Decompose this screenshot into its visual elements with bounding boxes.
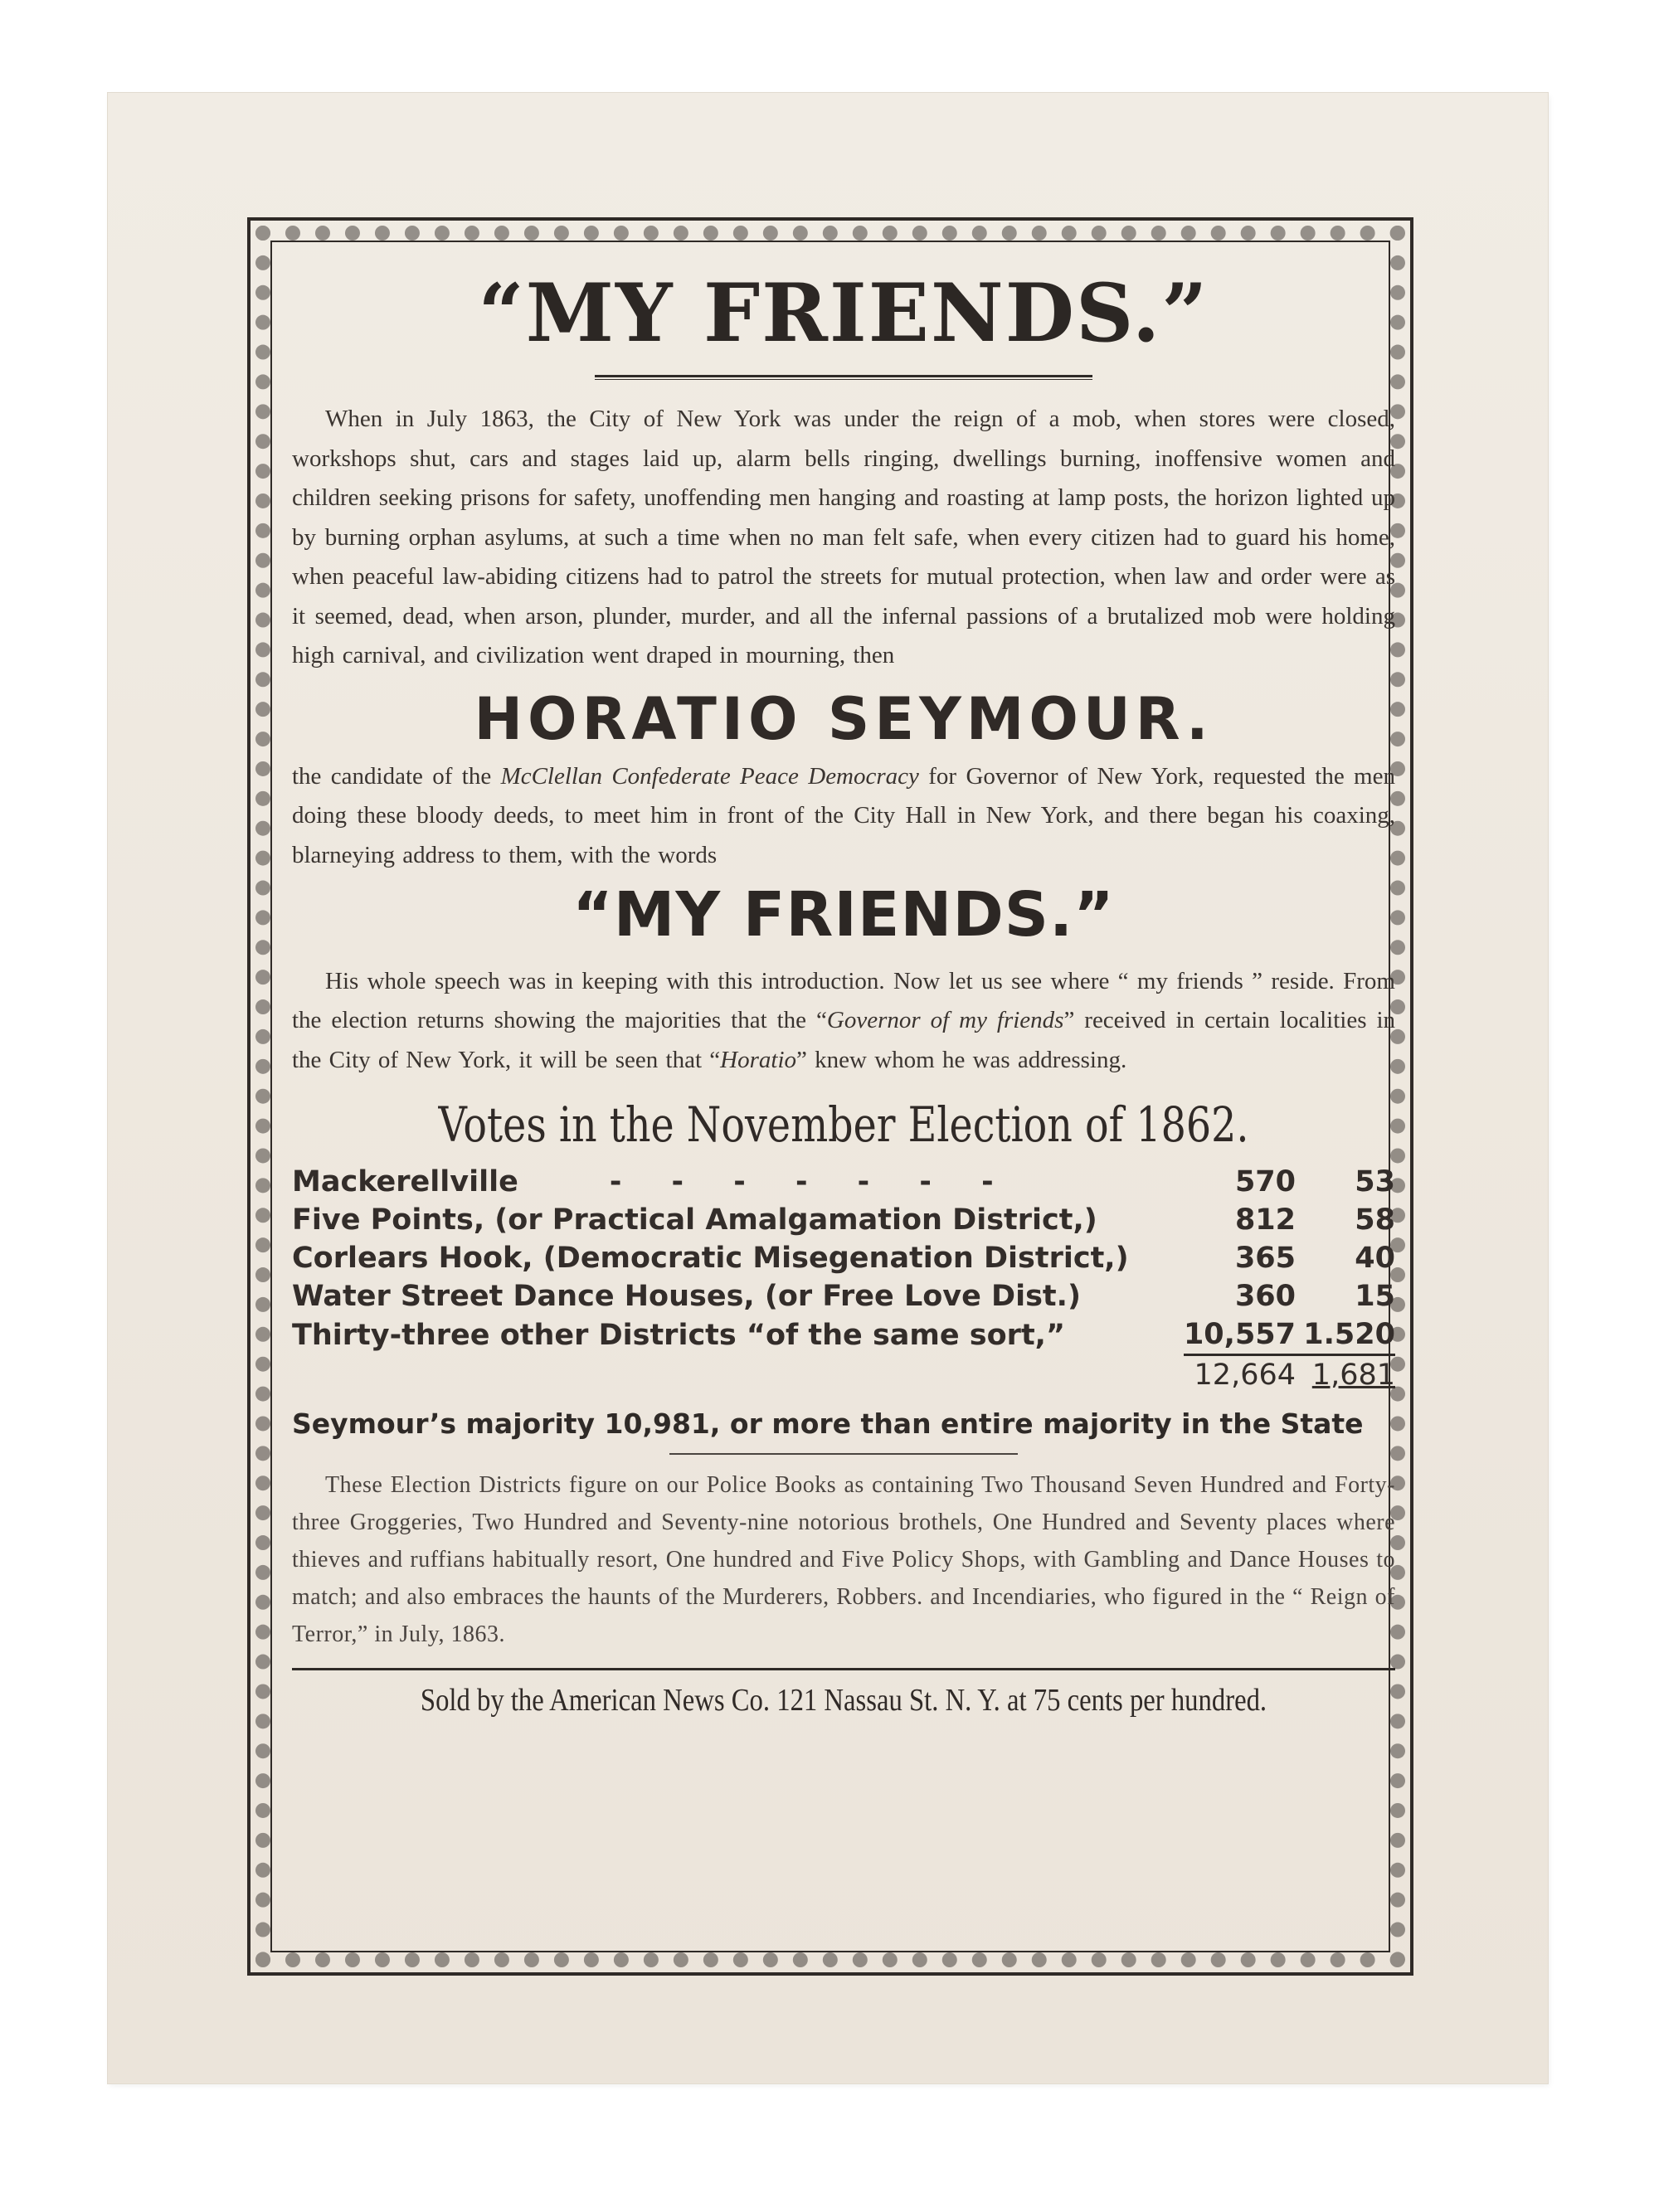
row-value-b: 58 [1355,1203,1395,1237]
majority-line: Seymour’s majority 10,981, or more than entire majority in the State [292,1407,1364,1440]
total-value-b: 1,681 [1311,1358,1395,1392]
speech-text-3: ” knew whom he was addressing. [796,1046,1127,1073]
totals-spacer [292,1354,1184,1394]
row-value-a: 812 [1234,1203,1296,1237]
candidate-paragraph [292,757,1395,876]
row-value-a: 570 [1234,1164,1296,1198]
total-value-a: 12,664 [1194,1358,1296,1392]
row-value-a: 10,557 [1184,1315,1296,1355]
speech-paragraph [292,962,1395,1081]
speech-text-2: ” received in certain localities in the City of New York, it will be seen that “ [292,1007,1396,1073]
footer-rule [292,1668,1395,1670]
row-label: Thirty-three other Districts “of the same sort,” [292,1318,1065,1352]
speech-text-1: His whole speech was in keeping with this introduction. Now let us see where “ my friends ” reside. From the election returns showing the majorities that the “ [292,967,1395,1034]
row-dashes: - - - - - - - [609,1164,1014,1198]
title-rule [595,375,1092,380]
table-row [292,1163,1395,1201]
row-label-text: Mackerellville [292,1164,518,1198]
name-heading: HORATIO SEYMOUR. [474,684,1214,753]
row-label: Five Points, (or Practical Amalgamation District,) [292,1203,1097,1237]
row-value-a: 365 [1234,1241,1296,1275]
main-title: “MY FRIENDS.” [478,266,1209,360]
row-value-b: 53 [1355,1164,1395,1198]
table-row [292,1201,1395,1239]
footer-imprint: Sold by the American News Co. 121 Nassau St. N. Y. at 75 cents per hundred. [420,1682,1267,1718]
speech-italic-1: Governor of my friends [826,1007,1064,1034]
closing-paragraph: These Election Districts figure on our Police Books as containing Two Thousand Seven Hundred and Forty-three Groggeries, Two Hundred and Seventy-nine notorious brothels, One Hundred and Seventy places where thieves and ruffians habitually resort, One hundred and Five Policy Shops, with Gambling and Dance Houses to match; and also embraces the haunts of the Murderers, Robbers. and Incendiaries, who figured in the “ Reign of Terror,” in July, 1863. [292,1471,1395,1647]
section-divider [669,1453,1018,1455]
candidate-text-before: the candidate of the [292,762,501,790]
row-label: Water Street Dance Houses, (or Free Love Dist.) [292,1279,1081,1313]
row-label [292,1163,1184,1201]
row-value-b: 40 [1355,1241,1395,1275]
row-value-b: 1.520 [1296,1315,1395,1355]
totals-row [292,1354,1395,1394]
row-value-a: 360 [1234,1279,1296,1313]
candidate-text-after: for Governor of New York, requested the men doing these bloody deeds, to meet him in front of the City Hall in New York, and there began his coaxing, blarneying address to them, with the words [292,762,1395,868]
row-label: Corlears Hook, (Democratic Misegenation District,) [292,1241,1129,1275]
intro-paragraph: When in July 1863, the City of New York was under the reign of a mob, when stores were closed, workshops shut, cars and stages laid up, alarm bells ringing, dwellings burning, inoffensive women and children seeking prisons for safety, unoffending men hanging and roasting at lamp posts, the horizon lighted up by burning orphan asylums, at such a time when no man felt safe, when every citizen had to guard his home, when peaceful law-abiding citizens had to patrol the streets for mutual protection, when law and order were as it seemed, dead, when arson, plunder, murder, and all the infernal passions of a brutalized mob were holding high carnival, and civilization went draped in mourning, then [292,406,1395,668]
votes-title: Votes in the November Election of 1862. [438,1096,1249,1154]
table-row [292,1277,1395,1315]
row-value-b: 15 [1355,1279,1395,1313]
candidate-party-italic: McClellan Confederate Peace Democracy [500,762,919,790]
table-row [292,1239,1395,1277]
repeat-title: “MY FRIENDS.” [572,879,1115,950]
votes-table [292,1163,1395,1394]
broadside-content [292,249,1395,1719]
table-row [292,1315,1395,1355]
speech-italic-2: Horatio [720,1046,797,1073]
